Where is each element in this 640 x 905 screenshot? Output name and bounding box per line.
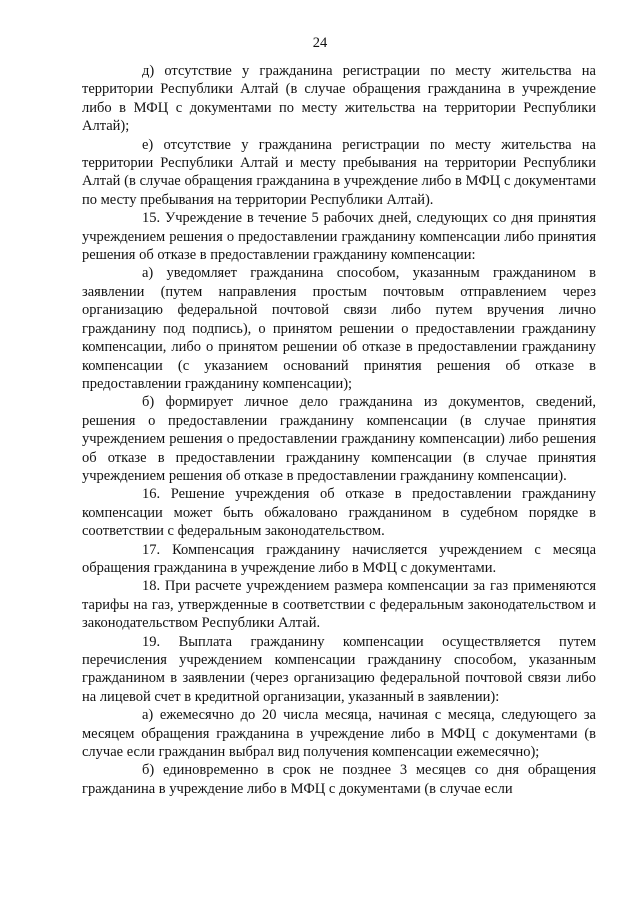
paragraph-19-payment-method: 19. Выплата гражданину компенсации осуществляется путем перечисления учреждением компенсации гражданину способом, указанным гражданином в заявлении (через организацию федеральной почтовой связи либо на лицевой счет в кредитной организации, указанный в заявлении): [82,633,596,705]
paragraph-d-no-registration-residence: д) отсутствие у гражданина регистрации по месту жительства на территории Республики Алтай (в случае обращения гражданина в учреждение либо в МФЦ с документами по месту жительства на территории Республики Алтай); [82,63,596,135]
page-number: 24 [312,35,328,51]
paragraph-e-no-registration-stay: е) отсутствие у гражданина регистрации по месту жительства на территории Республики Алтай и месту пребывания на территории Республики Алтай (в случае обращения гражданина в учреждение либо в МФЦ с документами по месту пребывания на территории Республики Алтай). [82,136,596,208]
paragraph-17-accrual: 17. Компенсация гражданину начисляется учреждением с месяца обращения гражданина в учреждение либо в МФЦ с документами. [82,541,596,576]
paragraph-18-gas-tariffs: 18. При расчете учреждением размера компенсации за газ применяются тарифы на газ, утвержденные в соответствии с федеральным законодательством и законодательством Республики Алтай. [82,578,596,632]
paragraph-15-notification-period: 15. Учреждение в течение 5 рабочих дней, следующих со дня принятия учреждением решения о предоставлении гражданину компенсации либо принятия решения об отказе в предоставлении гражданину компенсации: [82,210,596,264]
paragraph-16-appeal: 16. Решение учреждения об отказе в предоставлении гражданину компенсации может быть обжаловано гражданином в судебном порядке в соответствии с федеральным законодательством. [82,486,596,540]
paragraph-15a-notify-citizen: а) уведомляет гражданина способом, указанным гражданином в заявлении (путем направления простым почтовым отправлением через организацию федеральной почтовой связи либо путем вручения лично гражданину под подпись), о принятом решении о предоставлении гражданину компенсации, либо о принятом решении об отказе в предоставлении гражданину компенсации (с указанием оснований принятия решения об отказе в предоставлении гражданину компенсации); [82,265,596,392]
paragraph-19a-monthly: а) ежемесячно до 20 числа месяца, начиная с месяца, следующего за месяцем обращения гражданина в учреждение либо в МФЦ с документами (в случае если гражданин выбрал вид получения компенсации ежемесячно); [82,707,596,761]
document-body [82,62,596,798]
paragraph-19b-lump-sum: б) единовременно в срок не позднее 3 месяцев со дня обращения гражданина в учреждение либо в МФЦ с документами (в случае если [82,762,596,797]
paragraph-15b-personal-file: б) формирует личное дело гражданина из документов, сведений, решения о предоставлении гражданину компенсации (в случае принятия учреждением решения о предоставлении гражданину компенсации) либо решения об отказе в предоставлении гражданину компенсации (в случае принятия учреждением решения об отказе в предоставлении гражданину компенсации). [82,394,596,484]
